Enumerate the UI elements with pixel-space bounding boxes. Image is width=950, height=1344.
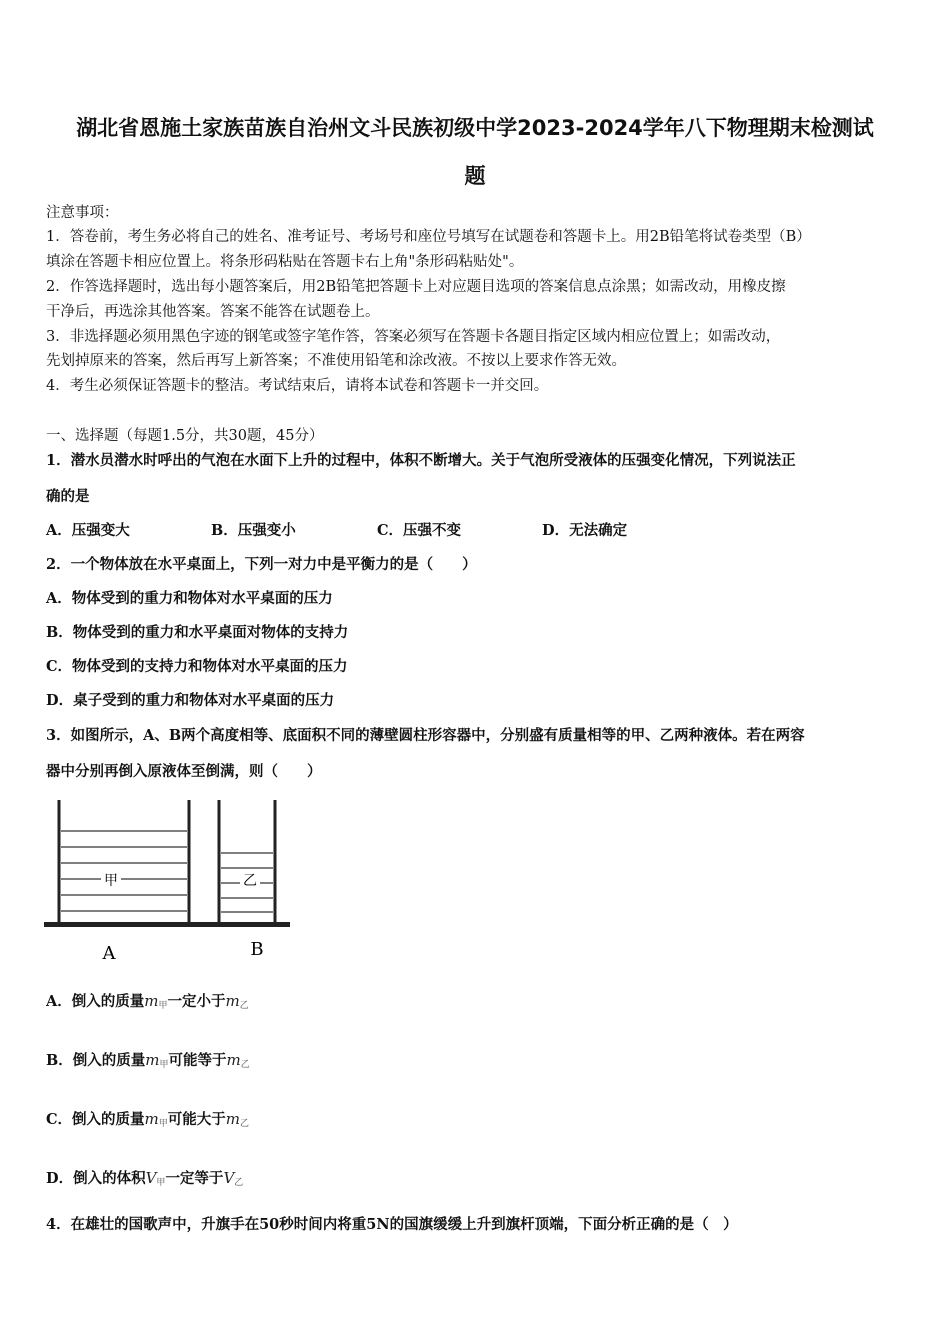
liquid-a-label: 甲 <box>104 873 118 889</box>
exam-title-line1: 湖北省恩施土家族苗族自治州文斗民族初级中学2023-2024学年八下物理期末检测试 <box>76 116 874 140</box>
q2-option-d: D．桌子受到的重力和物体对水平桌面的压力 <box>46 692 335 709</box>
container-b-label: B <box>250 939 264 960</box>
table-surface <box>44 922 290 927</box>
q3-stem-line1: 3．如图所示，A、B两个高度相等、底面积不同的薄壁圆柱形容器中，分别盛有质量相等的甲、乙两种液体。若在两容 <box>46 727 805 744</box>
notes-heading: 注意事项： <box>46 205 119 221</box>
container-a-label: A <box>102 943 116 964</box>
liquid-b-label: 乙 <box>243 873 257 889</box>
symbol-m-yi: $m_乙$ <box>226 1051 250 1070</box>
q2-option-a: A．物体受到的重力和物体对水平桌面的压力 <box>46 590 333 607</box>
note-line-2: 填涂在答题卡相应位置上。将条形码粘贴在答题卡右上角"条形码粘贴处"。 <box>46 254 524 270</box>
symbol-m-yi: $m_乙$ <box>225 1110 250 1129</box>
q2-stem: 2．一个物体放在水平桌面上，下列一对力中是平衡力的是（ ） <box>46 556 477 573</box>
q3-option-d-text: D．倒入的体积 <box>46 1170 146 1187</box>
q3-option-d-relation: 一定等于 <box>165 1170 224 1187</box>
q1-stem-line1: 1．潜水员潜水时呼出的气泡在水面下上升的过程中，体积不断增大。关于气泡所受液体的压强变化情况，下列说法正 <box>46 452 796 469</box>
section-heading: 一、选择题（每题1.5分，共30题，45分） <box>46 428 324 444</box>
q2-option-b: B．物体受到的重力和水平桌面对物体的支持力 <box>46 624 349 641</box>
q3-option-c <box>46 1109 916 1134</box>
q3-option-c-relation: 可能大于 <box>167 1111 226 1128</box>
q3-option-c-text: C．倒入的质量 <box>46 1111 145 1128</box>
q1-option-b: B．压强变小 <box>211 522 296 539</box>
exam-title-line2: 题 <box>464 164 486 188</box>
symbol-m-jia: $m_甲$ <box>144 1110 168 1129</box>
note-line-6: 先划掉原来的答案，然后再写上新答案；不准使用铅笔和涂改液。不按以上要求作答无效。 <box>46 353 626 369</box>
q1-stem-line2: 确的是 <box>46 488 90 505</box>
q1-option-a: A．压强变大 <box>46 522 130 539</box>
symbol-m-jia: $m_甲$ <box>144 992 168 1011</box>
q3-option-a-relation: 一定小于 <box>167 993 226 1010</box>
containers-figure <box>44 795 294 970</box>
symbol-v-jia: $V_甲$ <box>145 1169 166 1188</box>
q3-option-b <box>46 1050 916 1075</box>
note-line-1: 1．答卷前，考生务必将自己的姓名、准考证号、考场号和座位号填写在试题卷和答题卡上。用2B铅笔将试卷类型（B） <box>46 229 811 245</box>
liquid-a-lines <box>61 831 187 911</box>
q3-stem-line2: 器中分别再倒入原液体至倒满，则（ ） <box>46 763 322 780</box>
q3-option-b-relation: 可能等于 <box>168 1052 227 1069</box>
note-line-3: 2．作答选择题时，选出每小题答案后，用2B铅笔把答题卡上对应题目选项的答案信息点涂黑；如需改动，用橡皮擦 <box>46 279 786 295</box>
symbol-m-jia: $m_甲$ <box>145 1051 169 1070</box>
symbol-m-yi: $m_乙$ <box>225 992 249 1011</box>
q1-option-c: C．压强不变 <box>377 522 462 539</box>
q2-option-c: C．物体受到的支持力和物体对水平桌面的压力 <box>46 658 348 675</box>
note-line-4: 干净后，再选涂其他答案。答案不能答在试题卷上。 <box>46 304 380 320</box>
note-line-7: 4．考生必须保证答题卡的整洁。考试结束后，请将本试卷和答题卡一并交回。 <box>46 378 549 394</box>
q3-option-a-text: A．倒入的质量 <box>46 993 145 1010</box>
symbol-v-yi: $V_乙$ <box>223 1169 244 1188</box>
q4-stem: 4．在雄壮的国歌声中，升旗手在50秒时间内将重5N的国旗缓缓上升到旗杆顶端，下面分析正确的是（ ） <box>46 1216 738 1233</box>
q3-option-d <box>46 1168 916 1193</box>
q1-option-d: D．无法确定 <box>542 522 628 539</box>
note-line-5: 3．非选择题必须用黑色字迹的钢笔或签字笔作答，答案必须写在答题卡各题目指定区域内相应位置上；如需改动， <box>46 329 781 345</box>
q3-option-a <box>46 991 916 1016</box>
q3-option-b-text: B．倒入的质量 <box>46 1052 146 1069</box>
